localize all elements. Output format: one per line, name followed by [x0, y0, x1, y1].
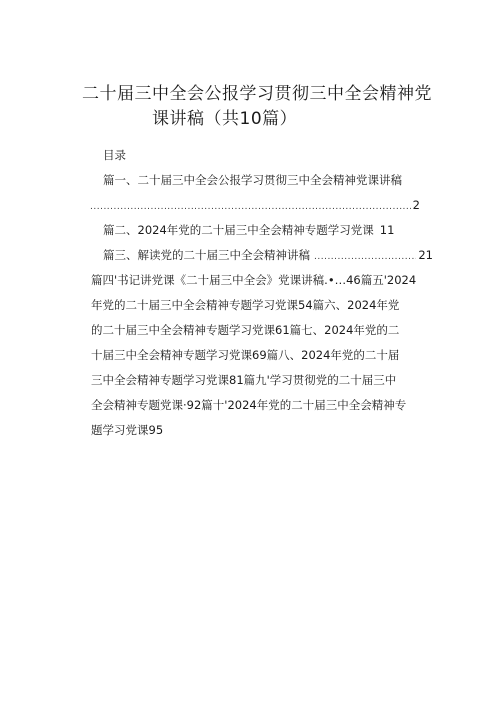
toc-run-on-line: 篇四'书记讲党课《二十届三中全会》党课讲稿.•…46篇五'2024 — [91, 273, 417, 287]
toc-entry-2-label: 篇二、2024年党的二十届三中全会精神专题学习党课 — [103, 223, 374, 237]
toc-run-on-line: 的二十届三中全会精神专题学习党课61篇七、2024年党的二 — [91, 323, 400, 337]
toc-run-on-line: 十届三中全会精神专题学习党课69篇八、2024年党的二十届 — [91, 348, 400, 362]
toc-run-on-line: 全会精神专题党课·92篇十'2024年党的二十届三中全会精神专 — [91, 398, 407, 412]
toc-run-on-line: 三中全会精神专题学习党课81篇九'学习贯彻党的二十届三中 — [91, 373, 397, 387]
dot-leader — [90, 200, 411, 214]
toc-entry-3-label: 篇三、解读党的二十届三中全会精神讲稿 — [103, 248, 310, 262]
toc-entry-1-leader — [90, 198, 420, 214]
toc-entry-3-page: 21 — [418, 248, 433, 262]
toc-run-on-line: 题学习党课95 — [91, 423, 164, 437]
toc-run-on-line: 年党的二十届三中全会精神专题学习党课54篇六、2024年党 — [91, 298, 400, 312]
dot-leader — [314, 250, 416, 264]
toc-entry-3[interactable] — [103, 248, 433, 264]
document-title-line-2: 课讲稿（共10篇） — [152, 109, 298, 129]
toc-entry-1-page[interactable]: 2 — [412, 198, 420, 212]
document-title-line-1: 二十届三中全会公报学习贯彻三中全会精神党 — [82, 84, 432, 104]
toc-entry-2[interactable] — [103, 223, 423, 237]
toc-entry-2-page: 11 — [379, 223, 395, 237]
toc-heading: 目录 — [103, 148, 126, 162]
toc-entry-1-label[interactable]: 篇一、二十届三中全会公报学习贯彻三中全会精神党课讲稿 — [103, 173, 402, 187]
